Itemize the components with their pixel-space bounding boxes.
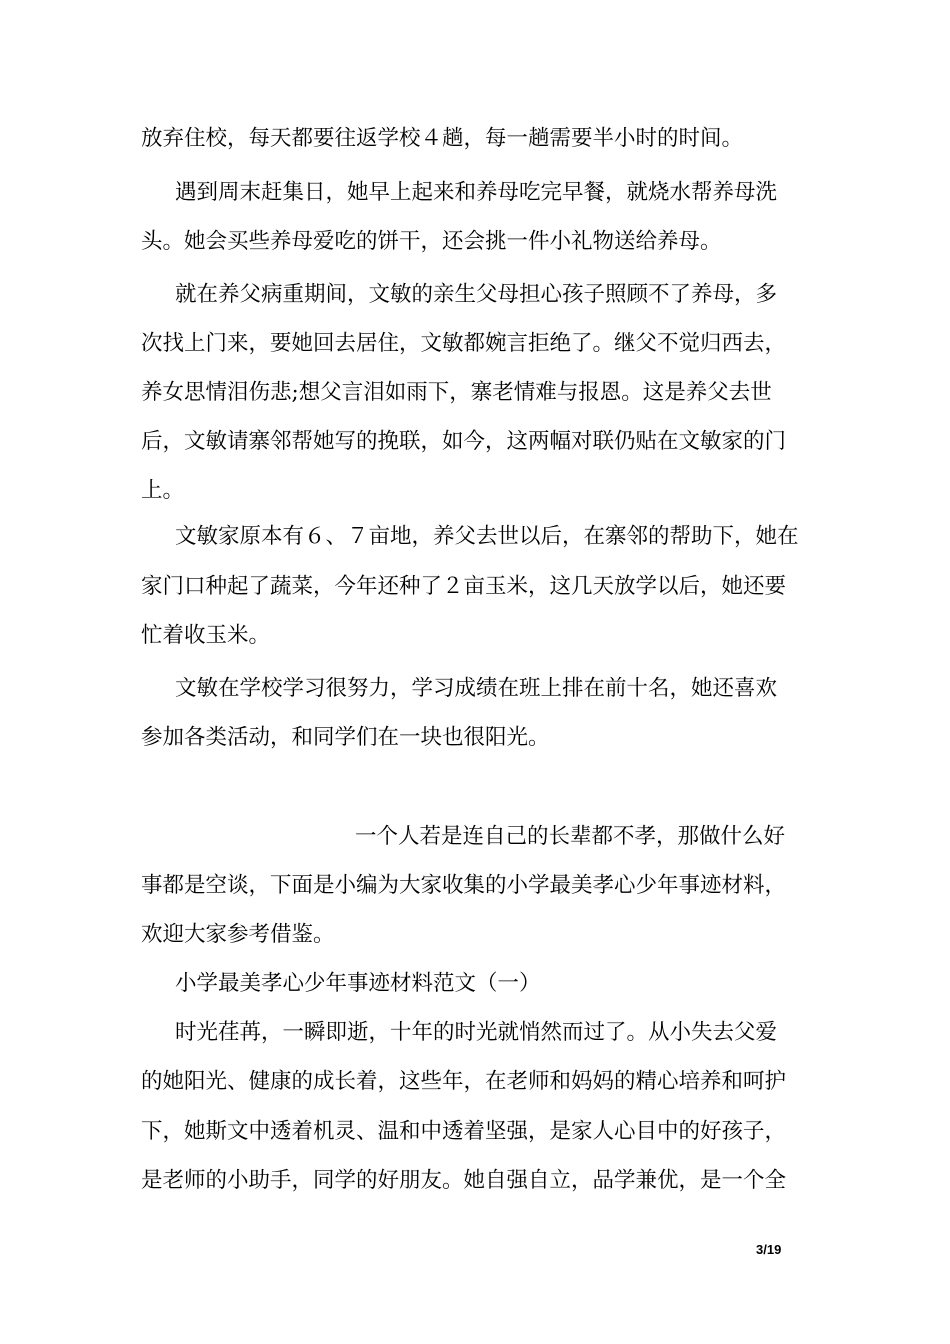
text-line: 小学最美孝心少年事迹材料范文（一） <box>175 971 541 996</box>
text-line: 参加各类活动，和同学们在一块也很阳光。 <box>141 725 550 750</box>
text-line: 次找上门来，要她回去居住，文敏都婉言拒绝了。继父不觉归西去， <box>141 331 787 356</box>
text-line: 文敏在学校学习很努力，学习成绩在班上排在前十名，她还喜欢 <box>175 676 778 701</box>
text-line: 养女思情泪伤悲;想父言泪如雨下，寨老情难与报恩。这是养父去世 <box>141 380 772 405</box>
text-line: 忙着收玉米。 <box>141 623 271 648</box>
text-line: 上。 <box>141 478 185 503</box>
text-line: 遇到周末赶集日，她早上起来和养母吃完早餐，就烧水帮养母洗 <box>175 180 778 205</box>
text-line: 就在养父病重期间，文敏的亲生父母担心孩子照顾不了养母，多 <box>175 282 778 307</box>
text-line: 事都是空谈，下面是小编为大家收集的小学最美孝心少年事迹材料， <box>141 873 787 898</box>
text-line: 的她阳光、健康的成长着，这些年，在老师和妈妈的精心培养和呵护 <box>141 1069 787 1094</box>
text-line: 文敏家原本有６、７亩地，养父去世以后，在寨邻的帮助下，她在 <box>175 524 799 549</box>
text-line: 一个人若是连自己的长辈都不孝，那做什么好 <box>355 824 786 849</box>
text-line: 头。她会买些养母爱吃的饼干，还会挑一件小礼物送给养母。 <box>141 229 722 254</box>
text-line: 时光荏苒，一瞬即逝，十年的时光就悄然而过了。从小失去父爱 <box>175 1020 778 1045</box>
page-number: 3/19 <box>756 1242 782 1257</box>
text-line: 欢迎大家参考借鉴。 <box>141 922 335 947</box>
text-line: 后，文敏请寨邻帮她写的挽联，如今，这两幅对联仍贴在文敏家的门 <box>141 429 787 454</box>
text-line: 放弃住校，每天都要往返学校４趟，每一趟需要半小时的时间。 <box>141 126 744 151</box>
text-line: 家门口种起了蔬菜，今年还种了２亩玉米，这几天放学以后，她还要 <box>141 574 787 599</box>
text-line: 下，她斯文中透着机灵、温和中透着坚强，是家人心目中的好孩子， <box>141 1119 787 1144</box>
text-line: 是老师的小助手，同学的好朋友。她自强自立，品学兼优，是一个全 <box>141 1168 787 1193</box>
